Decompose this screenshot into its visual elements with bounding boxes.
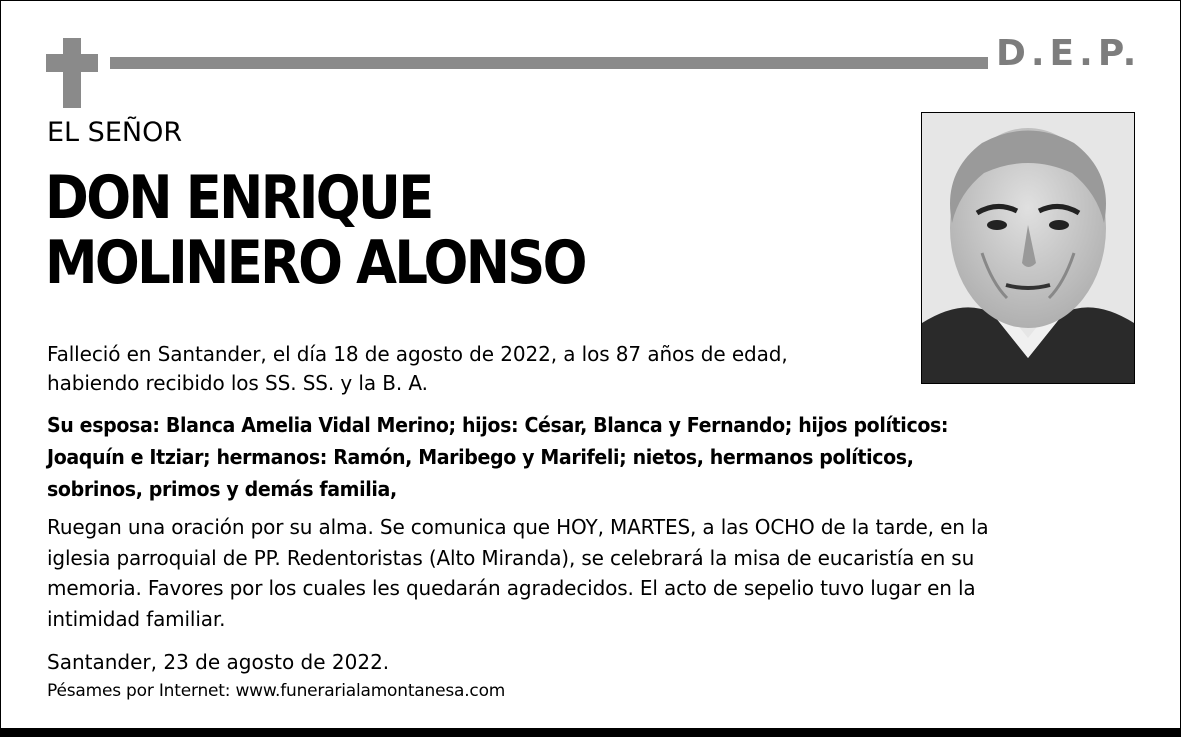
family-line: Joaquín e Itziar; hermanos: Ramón, Maribego y Marifeli; nietos, hermanos políticos, bbox=[47, 445, 914, 469]
name-line: MOLINERO ALONSO bbox=[45, 228, 585, 298]
deceased-name bbox=[45, 163, 585, 298]
death-line: Falleció en Santander, el día 18 de agosto de 2022, a los 87 años de edad, bbox=[47, 342, 788, 366]
service-details bbox=[47, 512, 1137, 634]
pre-title: EL SEÑOR bbox=[47, 117, 183, 148]
family-line: Su esposa: Blanca Amelia Vidal Merino; hijos: César, Blanca y Fernando; hijos políticos: bbox=[47, 413, 949, 437]
death-details bbox=[47, 340, 907, 398]
service-line: Ruegan una oración por su alma. Se comunica que HOY, MARTES, a las OCHO de la tarde, en la bbox=[47, 515, 989, 539]
condolences-web[interactable]: Pésames por Internet: www.funerarialamontanesa.com bbox=[47, 681, 506, 701]
place-date: Santander, 23 de agosto de 2022. bbox=[47, 650, 390, 674]
service-line: iglesia parroquial de PP. Redentoristas (Alto Miranda), se celebrará la misa de eucaristía en su bbox=[47, 545, 975, 570]
name-line: DON ENRIQUE bbox=[45, 163, 432, 233]
family-line: sobrinos, primos y demás familia, bbox=[47, 477, 397, 501]
portrait-photo bbox=[921, 112, 1135, 384]
header-rule bbox=[110, 57, 988, 69]
notice-bottom-border bbox=[0, 728, 1181, 737]
cross-icon bbox=[46, 38, 98, 108]
family-list bbox=[47, 409, 1092, 505]
death-line: habiendo recibido los SS. SS. y la B. A. bbox=[47, 371, 428, 395]
service-line: memoria. Favores por los cuales les quedarán agradecidos. El acto de sepelio tuvo lugar en la bbox=[47, 576, 976, 600]
portrait-image bbox=[922, 113, 1134, 383]
dep-label: D.E.P. bbox=[996, 33, 1142, 74]
service-line: intimidad familiar. bbox=[47, 606, 226, 631]
